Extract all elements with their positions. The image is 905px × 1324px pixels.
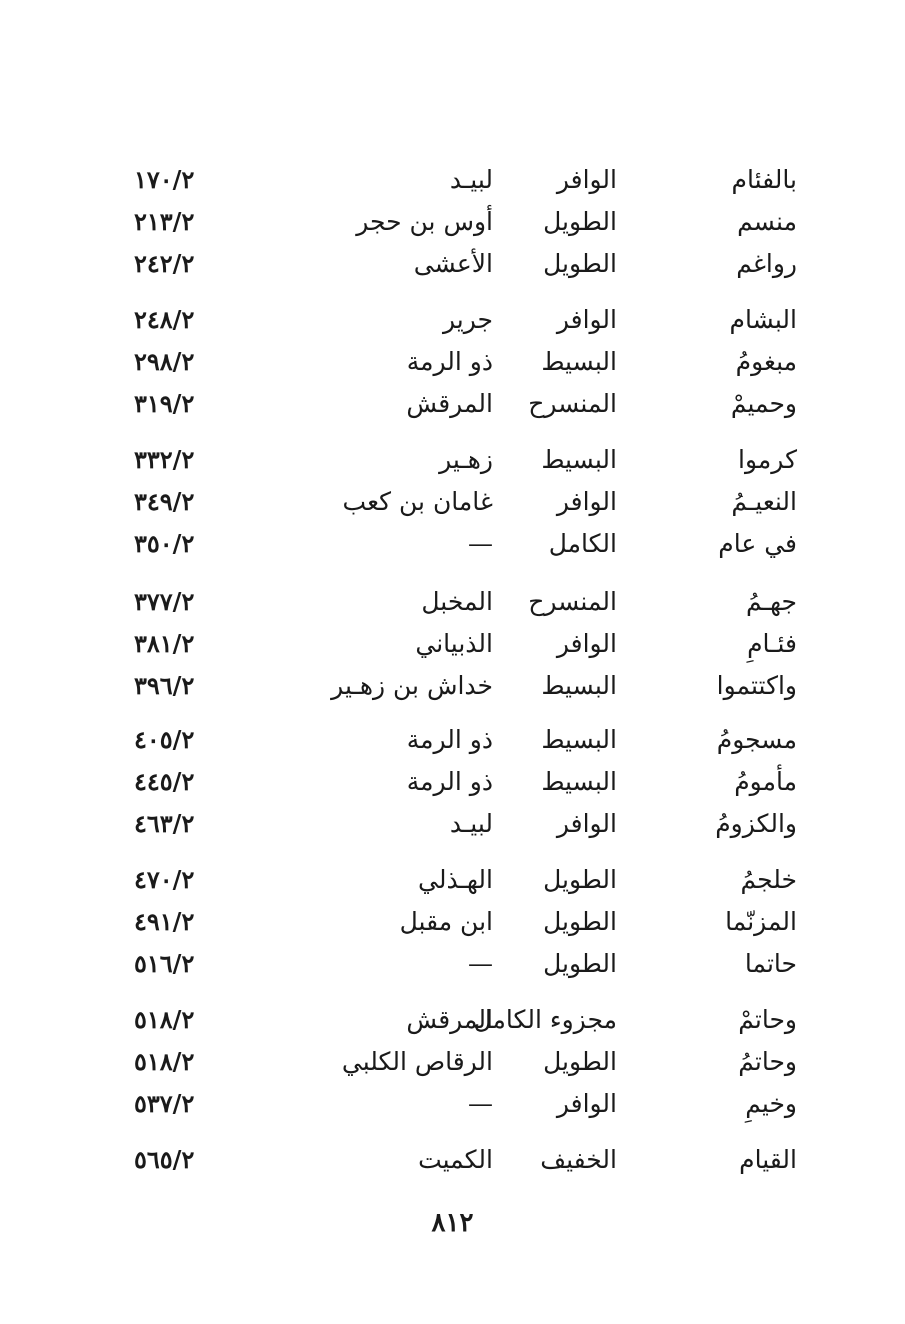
meter-name: الوافر — [556, 629, 617, 658]
meter-name: الوافر — [556, 487, 617, 516]
meter-name: الطويل — [543, 907, 617, 936]
index-row — [0, 720, 905, 760]
index-row — [0, 944, 905, 984]
index-row — [0, 582, 905, 622]
rhyme-word: في عام — [718, 529, 797, 558]
meter-name: الطويل — [543, 949, 617, 978]
meter-name: الخفيف — [540, 1145, 617, 1174]
index-row — [0, 762, 905, 802]
index-row — [0, 160, 905, 200]
index-row — [0, 244, 905, 284]
meter-name: المنسرح — [528, 389, 617, 418]
meter-name: البسيط — [541, 767, 617, 796]
rhyme-word: وخيمِ — [745, 1089, 797, 1118]
volume-page-ref: ٢٩٨/٢ — [134, 347, 195, 376]
poet-name: المخبل — [421, 587, 493, 616]
rhyme-word: النعيـمُ — [731, 487, 797, 516]
volume-page-ref: ٣١٩/٢ — [134, 389, 195, 418]
rhyme-word: بالفئام — [731, 165, 797, 194]
page-number: ٨١٢ — [431, 1208, 474, 1238]
meter-name: الوافر — [556, 165, 617, 194]
rhyme-word: وحميمْ — [730, 389, 797, 418]
poet-name: الكميت — [418, 1145, 493, 1174]
rhyme-word: واكتتموا — [716, 671, 797, 700]
meter-name: مجزوء الكامل — [473, 1005, 617, 1034]
volume-page-ref: ٥١٦/٢ — [134, 949, 195, 978]
index-row — [0, 1042, 905, 1082]
volume-page-ref: ٤٤٥/٢ — [134, 767, 195, 796]
poet-name: لبيـد — [449, 165, 493, 194]
index-row — [0, 482, 905, 522]
rhyme-word: منسم — [737, 207, 797, 236]
meter-name: البسيط — [541, 671, 617, 700]
index-row — [0, 440, 905, 480]
index-row — [0, 860, 905, 900]
meter-name: الطويل — [543, 865, 617, 894]
rhyme-word: رواغم — [736, 249, 797, 278]
rhyme-word: البشام — [729, 305, 797, 334]
meter-name: الطويل — [543, 1047, 617, 1076]
volume-page-ref: ٥١٨/٢ — [134, 1005, 195, 1034]
index-row — [0, 902, 905, 942]
rhyme-word: خلجمُ — [740, 865, 797, 894]
poet-name: — — [468, 949, 493, 978]
poet-name: الرقاص الكلبي — [341, 1047, 493, 1076]
index-row — [0, 1000, 905, 1040]
poet-name: الأعشى — [413, 249, 493, 278]
volume-page-ref: ٣٧٧/٢ — [134, 587, 195, 616]
rhyme-word: مسجومُ — [716, 725, 797, 754]
rhyme-word: وحاتمْ — [738, 1005, 797, 1034]
volume-page-ref: ٥٣٧/٢ — [134, 1089, 195, 1118]
index-row — [0, 300, 905, 340]
poet-name: — — [468, 1089, 493, 1118]
meter-name: الوافر — [556, 809, 617, 838]
volume-page-ref: ٤٠٥/٢ — [134, 725, 195, 754]
poet-name: الهـذلي — [418, 865, 493, 894]
volume-page-ref: ١٧٠/٢ — [134, 165, 195, 194]
rhyme-word: مأمومُ — [734, 767, 797, 796]
volume-page-ref: ٤٩١/٢ — [134, 907, 195, 936]
meter-name: البسيط — [541, 347, 617, 376]
meter-name: الوافر — [556, 305, 617, 334]
index-row — [0, 1084, 905, 1124]
poet-name: — — [468, 529, 493, 558]
rhyme-word: والكزومُ — [715, 809, 797, 838]
volume-page-ref: ٢٤٨/٢ — [134, 305, 195, 334]
poet-name: لبيـد — [449, 809, 493, 838]
volume-page-ref: ٤٦٣/٢ — [134, 809, 195, 838]
meter-name: البسيط — [541, 725, 617, 754]
volume-page-ref: ٣٤٩/٢ — [134, 487, 195, 516]
rhyme-word: حاتما — [744, 949, 797, 978]
meter-name: الطويل — [543, 207, 617, 236]
rhyme-word: مبغومُ — [735, 347, 797, 376]
index-row — [0, 624, 905, 664]
volume-page-ref: ٢٤٢/٢ — [134, 249, 195, 278]
meter-name: المنسرح — [528, 587, 617, 616]
volume-page-ref: ٥٦٥/٢ — [134, 1145, 195, 1174]
meter-name: الكامل — [548, 529, 617, 558]
volume-page-ref: ٢١٣/٢ — [134, 207, 195, 236]
rhyme-word: القيام — [739, 1145, 797, 1174]
volume-page-ref: ٣٣٢/٢ — [134, 445, 195, 474]
poet-name: ابن مقبل — [399, 907, 493, 936]
poet-name: جرير — [443, 305, 493, 334]
meter-name: البسيط — [541, 445, 617, 474]
meter-name: الطويل — [543, 249, 617, 278]
rhyme-word: وحاتمُ — [738, 1047, 797, 1076]
poet-name: المرقش — [406, 1005, 493, 1034]
volume-page-ref: ٣٨١/٢ — [134, 629, 195, 658]
rhyme-word: فئـامِ — [747, 629, 797, 658]
poet-name: غامان بن كعب — [342, 487, 493, 516]
index-row — [0, 666, 905, 706]
rhyme-word: كرموا — [738, 445, 797, 474]
volume-page-ref: ٤٧٠/٢ — [134, 865, 195, 894]
poet-name: خداش بن زهـير — [331, 671, 493, 700]
index-row — [0, 804, 905, 844]
poet-name: ذو الرمة — [406, 347, 493, 376]
volume-page-ref: ٣٥٠/٢ — [134, 529, 195, 558]
meter-name: الوافر — [556, 1089, 617, 1118]
volume-page-ref: ٣٩٦/٢ — [134, 671, 195, 700]
rhyme-word: جهـمُ — [746, 587, 797, 616]
index-row — [0, 202, 905, 242]
poet-name: المرقش — [406, 389, 493, 418]
poet-name: زهـير — [439, 445, 493, 474]
volume-page-ref: ٥١٨/٢ — [134, 1047, 195, 1076]
index-row — [0, 524, 905, 564]
poet-name: ذو الرمة — [406, 725, 493, 754]
index-row — [0, 384, 905, 424]
poet-name: ذو الرمة — [406, 767, 493, 796]
poet-name: أوس بن حجر — [356, 207, 493, 236]
index-row — [0, 342, 905, 382]
rhyme-word: المزنّما — [725, 907, 797, 936]
index-row — [0, 1140, 905, 1180]
poet-name: الذبياني — [415, 629, 493, 658]
